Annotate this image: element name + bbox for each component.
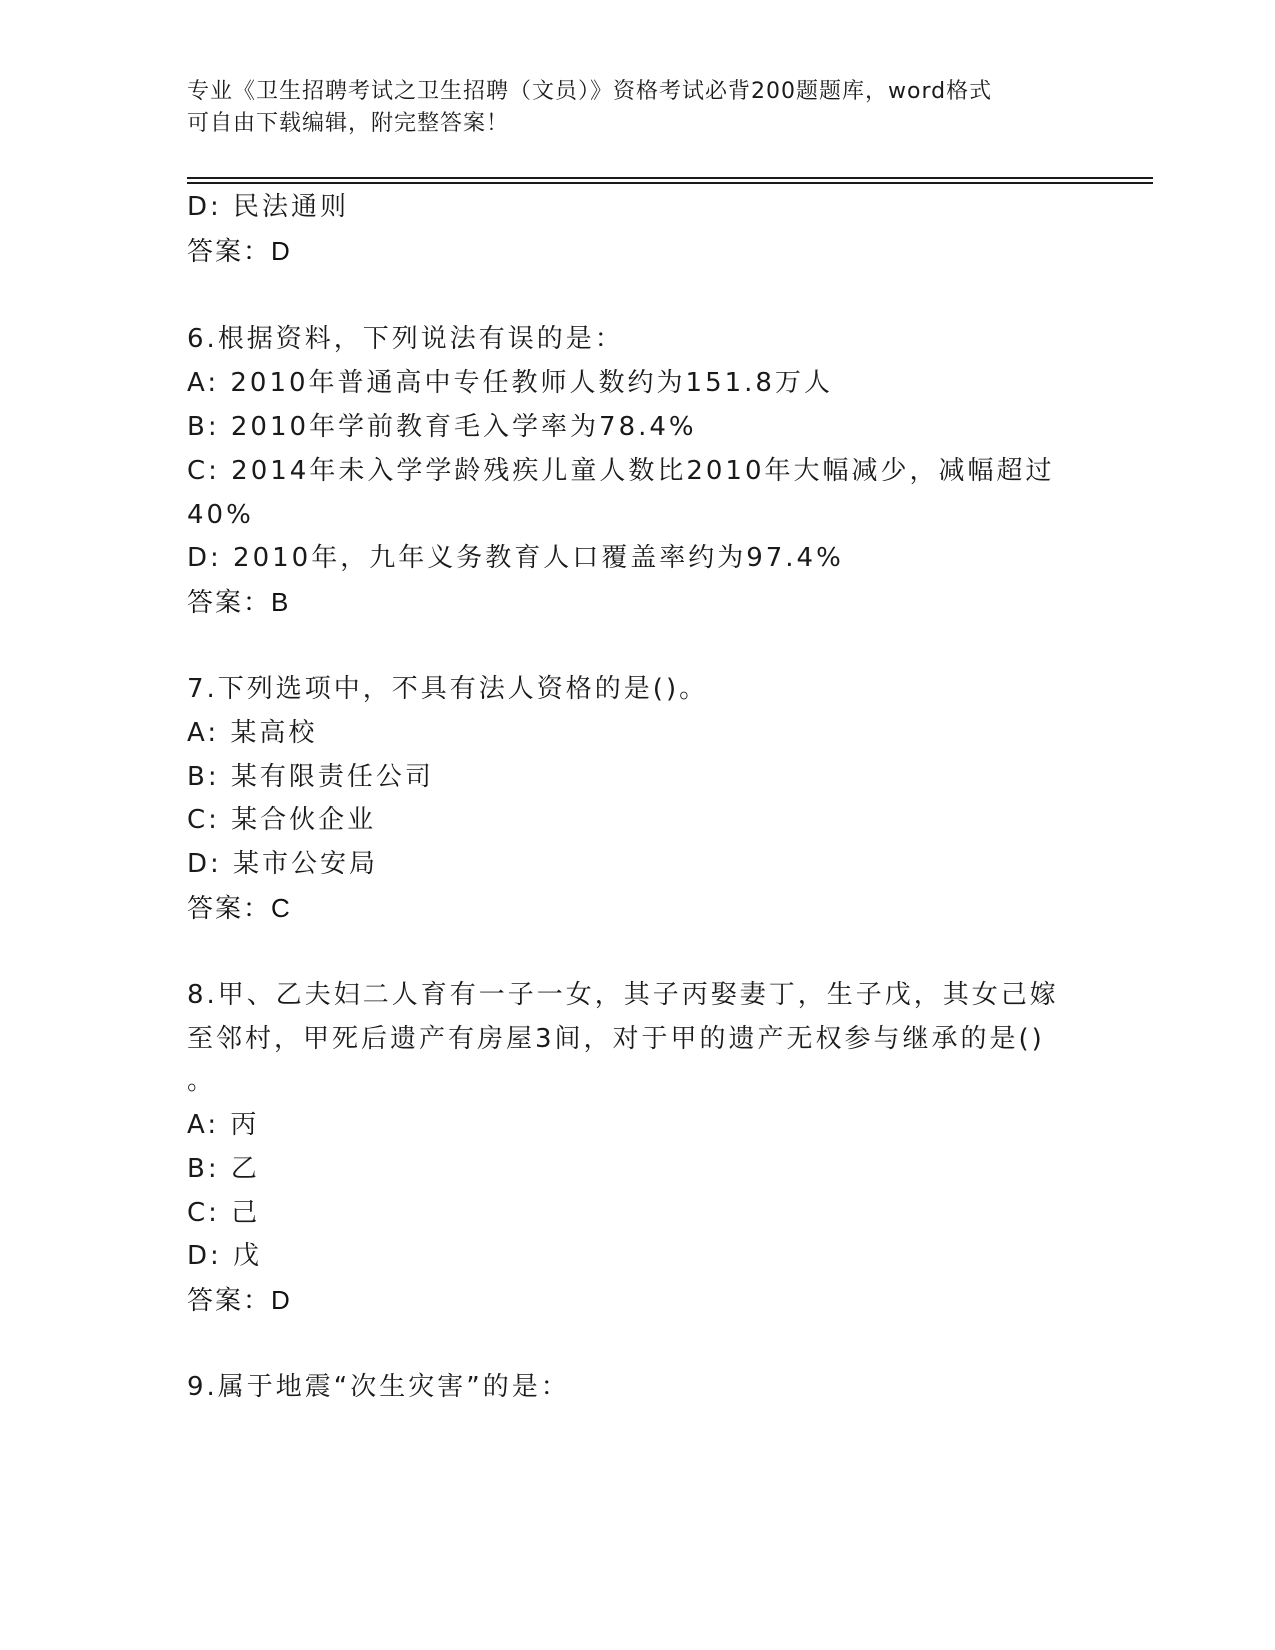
q7-option-c: C: 某合伙企业 xyxy=(187,805,377,835)
q6-option-a: A: 2010年普通高中专任教师人数约为151.8万人 xyxy=(187,368,833,398)
q7-option-d: D: 某市公安局 xyxy=(187,849,379,879)
q6-option-c-line-1: C: 2014年未入学学龄残疾儿童人数比2010年大幅减少，减幅超过 xyxy=(187,456,1055,486)
q7-answer: 答案：C xyxy=(187,893,292,923)
q8-option-b: B: 乙 xyxy=(187,1154,260,1184)
q8-question-line-1: 8.甲、乙夫妇二人育有一子一女，其子丙娶妻丁，生子戊，其女己嫁 xyxy=(187,980,1059,1010)
q6-option-d: D: 2010年，九年义务教育人口覆盖率约为97.4% xyxy=(187,543,844,573)
q8-option-c: C: 己 xyxy=(187,1198,261,1228)
header-title-line-2: 可自由下载编辑，附完整答案！ xyxy=(187,111,510,136)
q5-option-d: D: 民法通则 xyxy=(187,192,350,222)
header-divider-top xyxy=(187,177,1153,179)
q6-answer: 答案：B xyxy=(187,587,291,617)
q7-option-b: B: 某有限责任公司 xyxy=(187,762,434,792)
q7-question: 7.下列选项中，不具有法人资格的是()。 xyxy=(187,674,709,704)
header-divider-bottom xyxy=(187,182,1153,184)
header-title-line-1: 专业《卫生招聘考试之卫生招聘（文员）》资格考试必背200题题库，word格式 xyxy=(187,79,993,104)
q8-option-d: D: 戊 xyxy=(187,1241,263,1271)
q8-question-line-3: 。 xyxy=(187,1066,217,1096)
q6-question: 6.根据资料，下列说法有误的是： xyxy=(187,324,624,354)
q7-option-a: A: 某高校 xyxy=(187,718,318,748)
document-header xyxy=(187,76,1087,140)
q8-question-line-2: 至邻村，甲死后遗产有房屋3间，对于甲的遗产无权参与继承的是() xyxy=(187,1024,1045,1054)
q9-question: 9.属于地震“次生灾害”的是： xyxy=(187,1372,570,1402)
q8-option-a: A: 丙 xyxy=(187,1110,260,1140)
q6-option-c-line-2: 40% xyxy=(187,500,254,530)
q5-answer: 答案：D xyxy=(187,236,292,266)
q6-option-b: B: 2010年学前教育毛入学率为78.4% xyxy=(187,412,697,442)
q8-answer: 答案：D xyxy=(187,1285,292,1315)
